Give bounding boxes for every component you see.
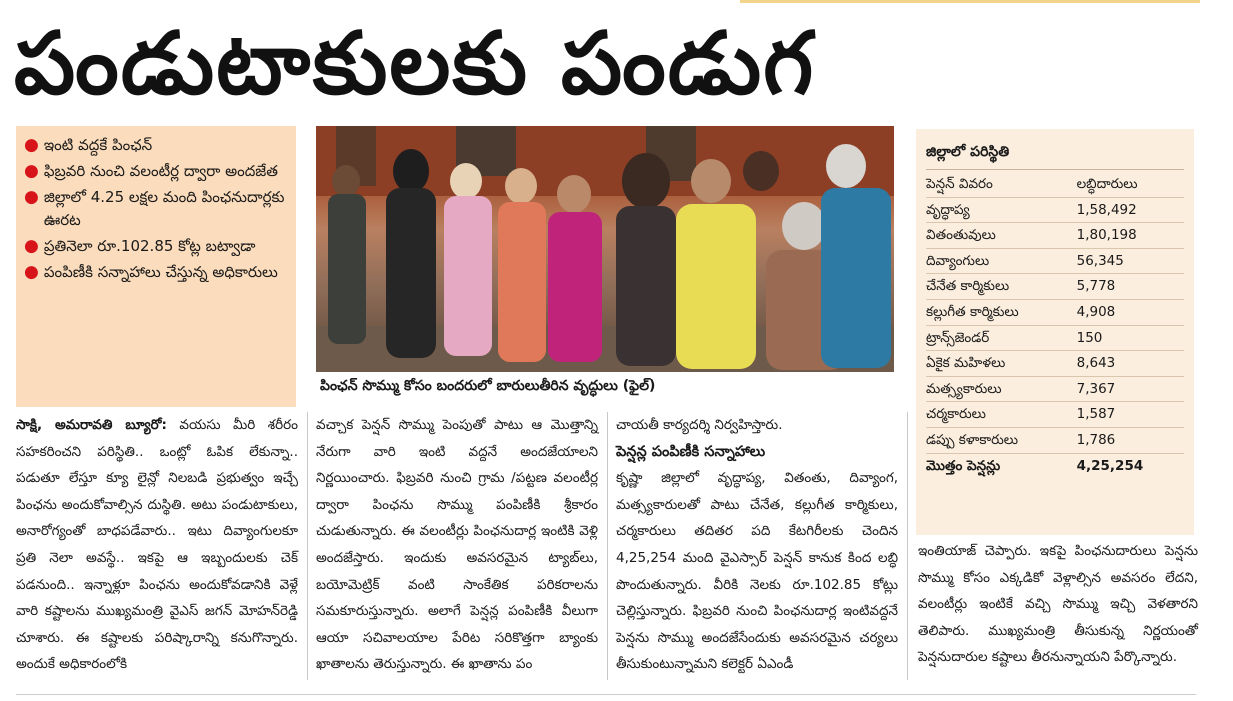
bullet-icon: ●: [24, 187, 39, 207]
bullet-icon: ●: [24, 135, 39, 155]
count-cell: 8,643: [1071, 351, 1184, 377]
category-cell: మత్స్యకారులు: [926, 376, 1071, 402]
table-row: [926, 274, 1184, 300]
photo-illustration: [316, 126, 894, 372]
category-cell: వృద్ధాప్య: [926, 197, 1071, 223]
article-subhead: పెన్షన్ల పంపిణీకి సన్నాహాలు: [616, 443, 766, 460]
category-cell: ట్రాన్స్‌జెండర్: [926, 325, 1071, 351]
highlights-box: [16, 126, 296, 407]
highlight-item: [24, 261, 288, 284]
count-cell: 4,908: [1071, 299, 1184, 325]
highlight-text: ప్రతినెలా రూ.102.85 కోట్ల బట్వాడా: [43, 237, 256, 255]
category-cell: కల్లుగీత కార్మికులు: [926, 299, 1071, 325]
table-header-cell: లబ్ధిదారులు: [1071, 172, 1184, 197]
top-accent-line: [740, 0, 1200, 3]
article-text: చాయతీ కార్యదర్శి నిర్వహిస్తారు.: [616, 417, 783, 433]
table-title: జిల్లాలో పరిస్థితి: [926, 135, 1184, 170]
byline: సాక్షి, అమరావతి బ్యూరో:: [16, 417, 167, 433]
article-text: కృష్ణా జిల్లాలో వృద్ధాప్య, వితంతు, దివ్యాంగ, మత్స్యకారులతో పాటు చేనేత, కల్లుగీత కార్మికులు, చర్మకారులు తదితర పది కేటగిరీలకు చెందిన 4,25,254 మంది వైఎస్సార్ పెన్షన్ కానుక కింద లబ్ధి పొందుతున్నారు. వీరికి నెలకు రూ.102.85 కోట్లు చెల్లిస్తున్నారు. ఫిబ్రవరి నుంచి పింఛనుదార్ల ఇంటివద్దనే పెన్షను సొమ్ము అందజేసేందుకు అవసరమైన చర్యలు తీసుకుంటున్నామని కలెక్టర్ ఏఎండీ: [616, 470, 898, 673]
highlight-text: జిల్లాలో 4.25 లక్షల మంది పింఛనుదార్లకు ఊరట: [43, 188, 285, 229]
article-column-1: [16, 412, 298, 682]
table-row: [926, 325, 1184, 351]
category-cell: డప్పు కళాకారులు: [926, 427, 1071, 453]
count-cell: 5,778: [1071, 274, 1184, 300]
news-photo: [316, 126, 894, 372]
column-divider: [307, 412, 308, 680]
photo-caption: పింఛన్ సొమ్ము కోసం బందరులో బారులుతీరిన వృద్ధులు (ఫైల్): [320, 378, 656, 394]
highlight-text: పంపిణీకి సన్నాహాలు చేస్తున్న అధికారులు: [43, 263, 278, 281]
category-cell: చర్మకారులు: [926, 402, 1071, 428]
total-label-cell: మొత్తం పెన్షన్లు: [926, 457, 1001, 474]
bullet-icon: ●: [24, 161, 39, 181]
highlight-text: ఇంటి వద్దకే పింఛన్: [43, 136, 153, 154]
article-column-3: [616, 412, 898, 682]
column-divider: [607, 412, 608, 680]
article-column-4: [918, 538, 1198, 684]
count-cell: 1,786: [1071, 427, 1184, 453]
table-row: [926, 376, 1184, 402]
bullet-icon: ●: [24, 236, 39, 256]
highlight-item: [24, 186, 288, 232]
table-total-row: [926, 453, 1184, 478]
beneficiaries-table: [926, 172, 1184, 478]
district-status-box: [916, 129, 1194, 535]
table-row: [926, 402, 1184, 428]
highlight-text: ఫిబ్రవరి నుంచి వలంటీర్ల ద్వారా అందజేత: [43, 162, 278, 180]
article-text: వయసు మీరి శరీరం సహకరించని పరిస్థితి.. ఒంట్లో ఓపిక లేకున్నా.. పడుతూ లేస్తూ క్యూ లైన్లో నిలబడి ప్రభుత్వం ఇచ్చే పింఛను అందుకోవాల్సిన దుస్థితి. అటు పండుటాకులు, అనారోగ్యంతో బాధపడేవారు.. ఇటు దివ్యాంగులకూ ప్రతి నెలా అవస్థే.. ఇకపై ఆ ఇబ్బందులకు చెక్ పడనుంది.. ఇన్నాళ్లూ పింఛను అందుకోవడానికి వెళ్లే వారి కష్టాలను ముఖ్యమంత్రి వైఎస్ జగన్ మోహన్‌రెడ్డి చూశారు. ఈ కష్టాలకు పరిష్కారాన్ని కనుగొన్నారు. అందుకే అధికారంలోకి: [16, 417, 299, 673]
category-cell: ఏకైక మహిళలు: [926, 351, 1071, 377]
headline: పండుటాకులకు పండుగ: [14, 14, 816, 114]
count-cell: 7,367: [1071, 376, 1184, 402]
category-cell: చేనేత కార్మికులు: [926, 274, 1071, 300]
table-row: [926, 197, 1184, 223]
column-divider: [907, 412, 908, 680]
article-text: వచ్చాక పెన్షన్ సొమ్ము పెంపుతో పాటు ఆ మొత్తాన్ని నేరుగా వారి ఇంటి వద్దనే అందజేయాలని నిర్ణయించారు. ఫిబ్రవరి నుంచి గ్రామ /పట్టణ వలంటీర్ల ద్వారా పింఛను సొమ్ము పంపిణీకి శ్రీకారం చుడుతున్నారు. ఈ వలంటీర్లు పింఛనుదార్ల ఇంటికి వెళ్లి అందజేస్తారు. ఇందుకు అవసరమైన ట్యాబ్‌లు, బయోమెట్రిక్ వంటి సాంకేతిక పరికరాలను సమకూరుస్తున్నారు. అలాగే పెన్షన్ల పంపిణీకి వీలుగా ఆయా సచివాలయాల పేరిట సరికొత్తగా బ్యాంకు ఖాతాలను తెరుస్తున్నారు. ఈ ఖాతాను పం: [316, 417, 598, 673]
highlight-item: [24, 235, 288, 258]
table-row: [926, 223, 1184, 249]
count-cell: 56,345: [1071, 248, 1184, 274]
count-cell: 1,58,492: [1071, 197, 1184, 223]
highlight-item: [24, 134, 288, 157]
table-row: [926, 299, 1184, 325]
count-cell: 1,587: [1071, 402, 1184, 428]
table-row: [926, 248, 1184, 274]
article-text: ఇంతియాజ్ చెప్పారు. ఇకపై పింఛనుదారులు పెన్షను సొమ్ము కోసం ఎక్కడికో వెళ్లాల్సిన అవసరం లేదని, వలంటీర్లు ఇంటికే వచ్చి సొమ్ము ఇచ్చి వెళతారని తెలిపారు. ముఖ్యమంత్రి తీసుకున్న నిర్ణయంతో పెన్షనుదారుల కష్టాలు తీరనున్నాయని పేర్కొన్నారు.: [918, 543, 1198, 666]
table-header-cell: పెన్షన్ వివరం: [926, 172, 1071, 197]
article-paragraph: [16, 412, 298, 678]
highlight-item: [24, 160, 288, 183]
category-cell: వితంతువులు: [926, 223, 1071, 249]
article-column-2: [316, 412, 598, 682]
bottom-rule: [16, 694, 1196, 695]
table-row: [926, 351, 1184, 377]
count-cell: 150: [1071, 325, 1184, 351]
bullet-icon: ●: [24, 262, 39, 282]
total-value-cell: 4,25,254: [1076, 457, 1144, 474]
count-cell: 1,80,198: [1071, 223, 1184, 249]
category-cell: దివ్యాంగులు: [926, 248, 1071, 274]
table-header-row: [926, 172, 1184, 197]
table-row: [926, 427, 1184, 453]
